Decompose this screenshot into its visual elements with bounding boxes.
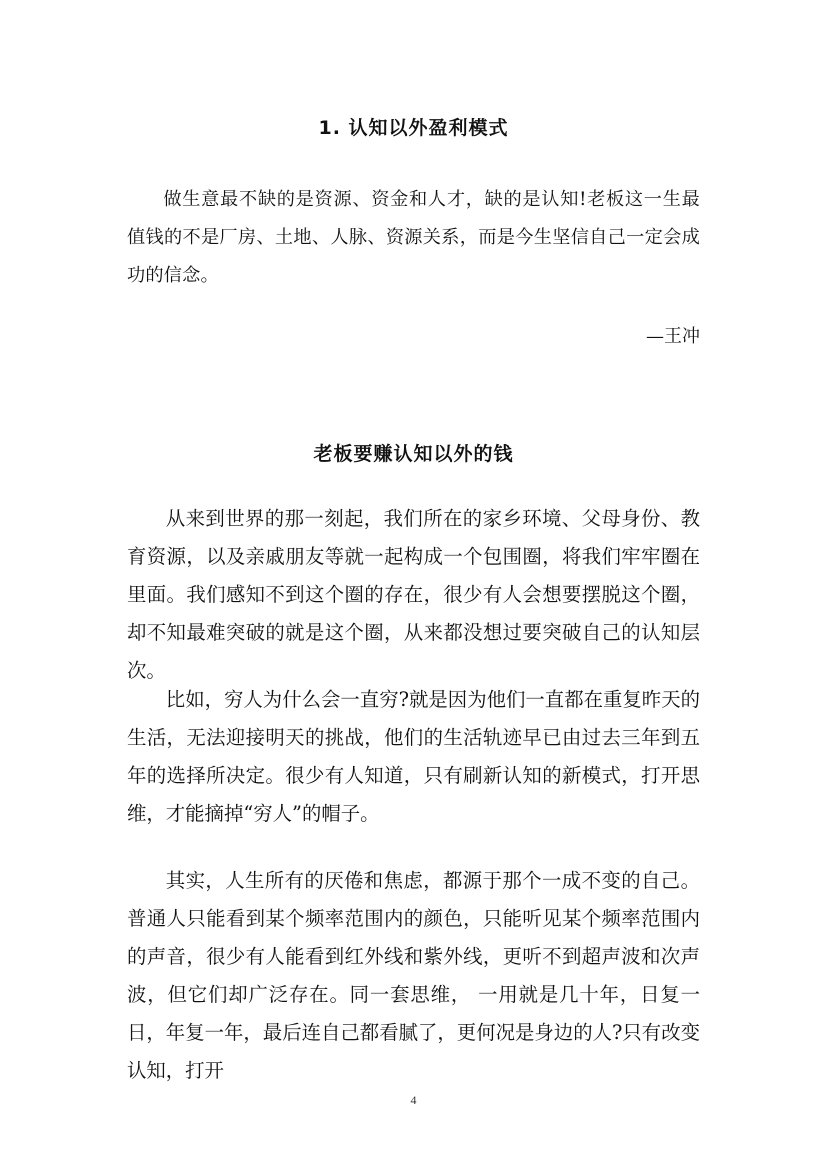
quote-attribution: —王冲 xyxy=(646,326,700,347)
page-number: 4 xyxy=(410,1093,417,1107)
body-paragraph-1: 从来到世界的那一刻起，我们所在的家乡环境、父母身份、教育资源，以及亲戚朋友等就一起构成一个包围圈，将我们牢牢圈在里面。我们感知不到这个圈的存在，很少有人会想要摆脱这个圈，却不知最难突破的就是这个圈，从来都没想过要突破自己的认知层次。 xyxy=(127,507,700,682)
body-paragraph-2: 比如，穷人为什么会一直穷?就是因为他们一直都在重复昨天的生活，无法迎接明天的挑战，他们的生活轨迹早已由过去三年到五年的选择所决定。很少有人知道，只有刷新认知的新模式，打开思维，才能摘掉“穷人”的帽子。 xyxy=(127,688,700,825)
chapter-title: 1. 认知以外盈利模式 xyxy=(318,117,509,139)
section-title: 老板要赚认知以外的钱 xyxy=(313,443,514,465)
epigraph-quote: 做生意最不缺的是资源、资金和人才，缺的是认知!老板这一生最值钱的不是厂房、土地、人脉、资源关系，而是今生坚信自己一定会成功的信念。 xyxy=(127,189,700,286)
body-paragraph-3: 其实，人生所有的厌倦和焦虑，都源于那个一成不变的自己。普通人只能看到某个频率范围内的颜色，只能听见某个频率范围内的声音，很少有人能看到红外线和紫外线，更听不到超声波和次声波，但它们却广泛存在。同一套思维， 一用就是几十年，日复一日，年复一年，最后连自己都看腻了，更何况是身边的人?只有改变认知，打开 xyxy=(127,869,700,1082)
